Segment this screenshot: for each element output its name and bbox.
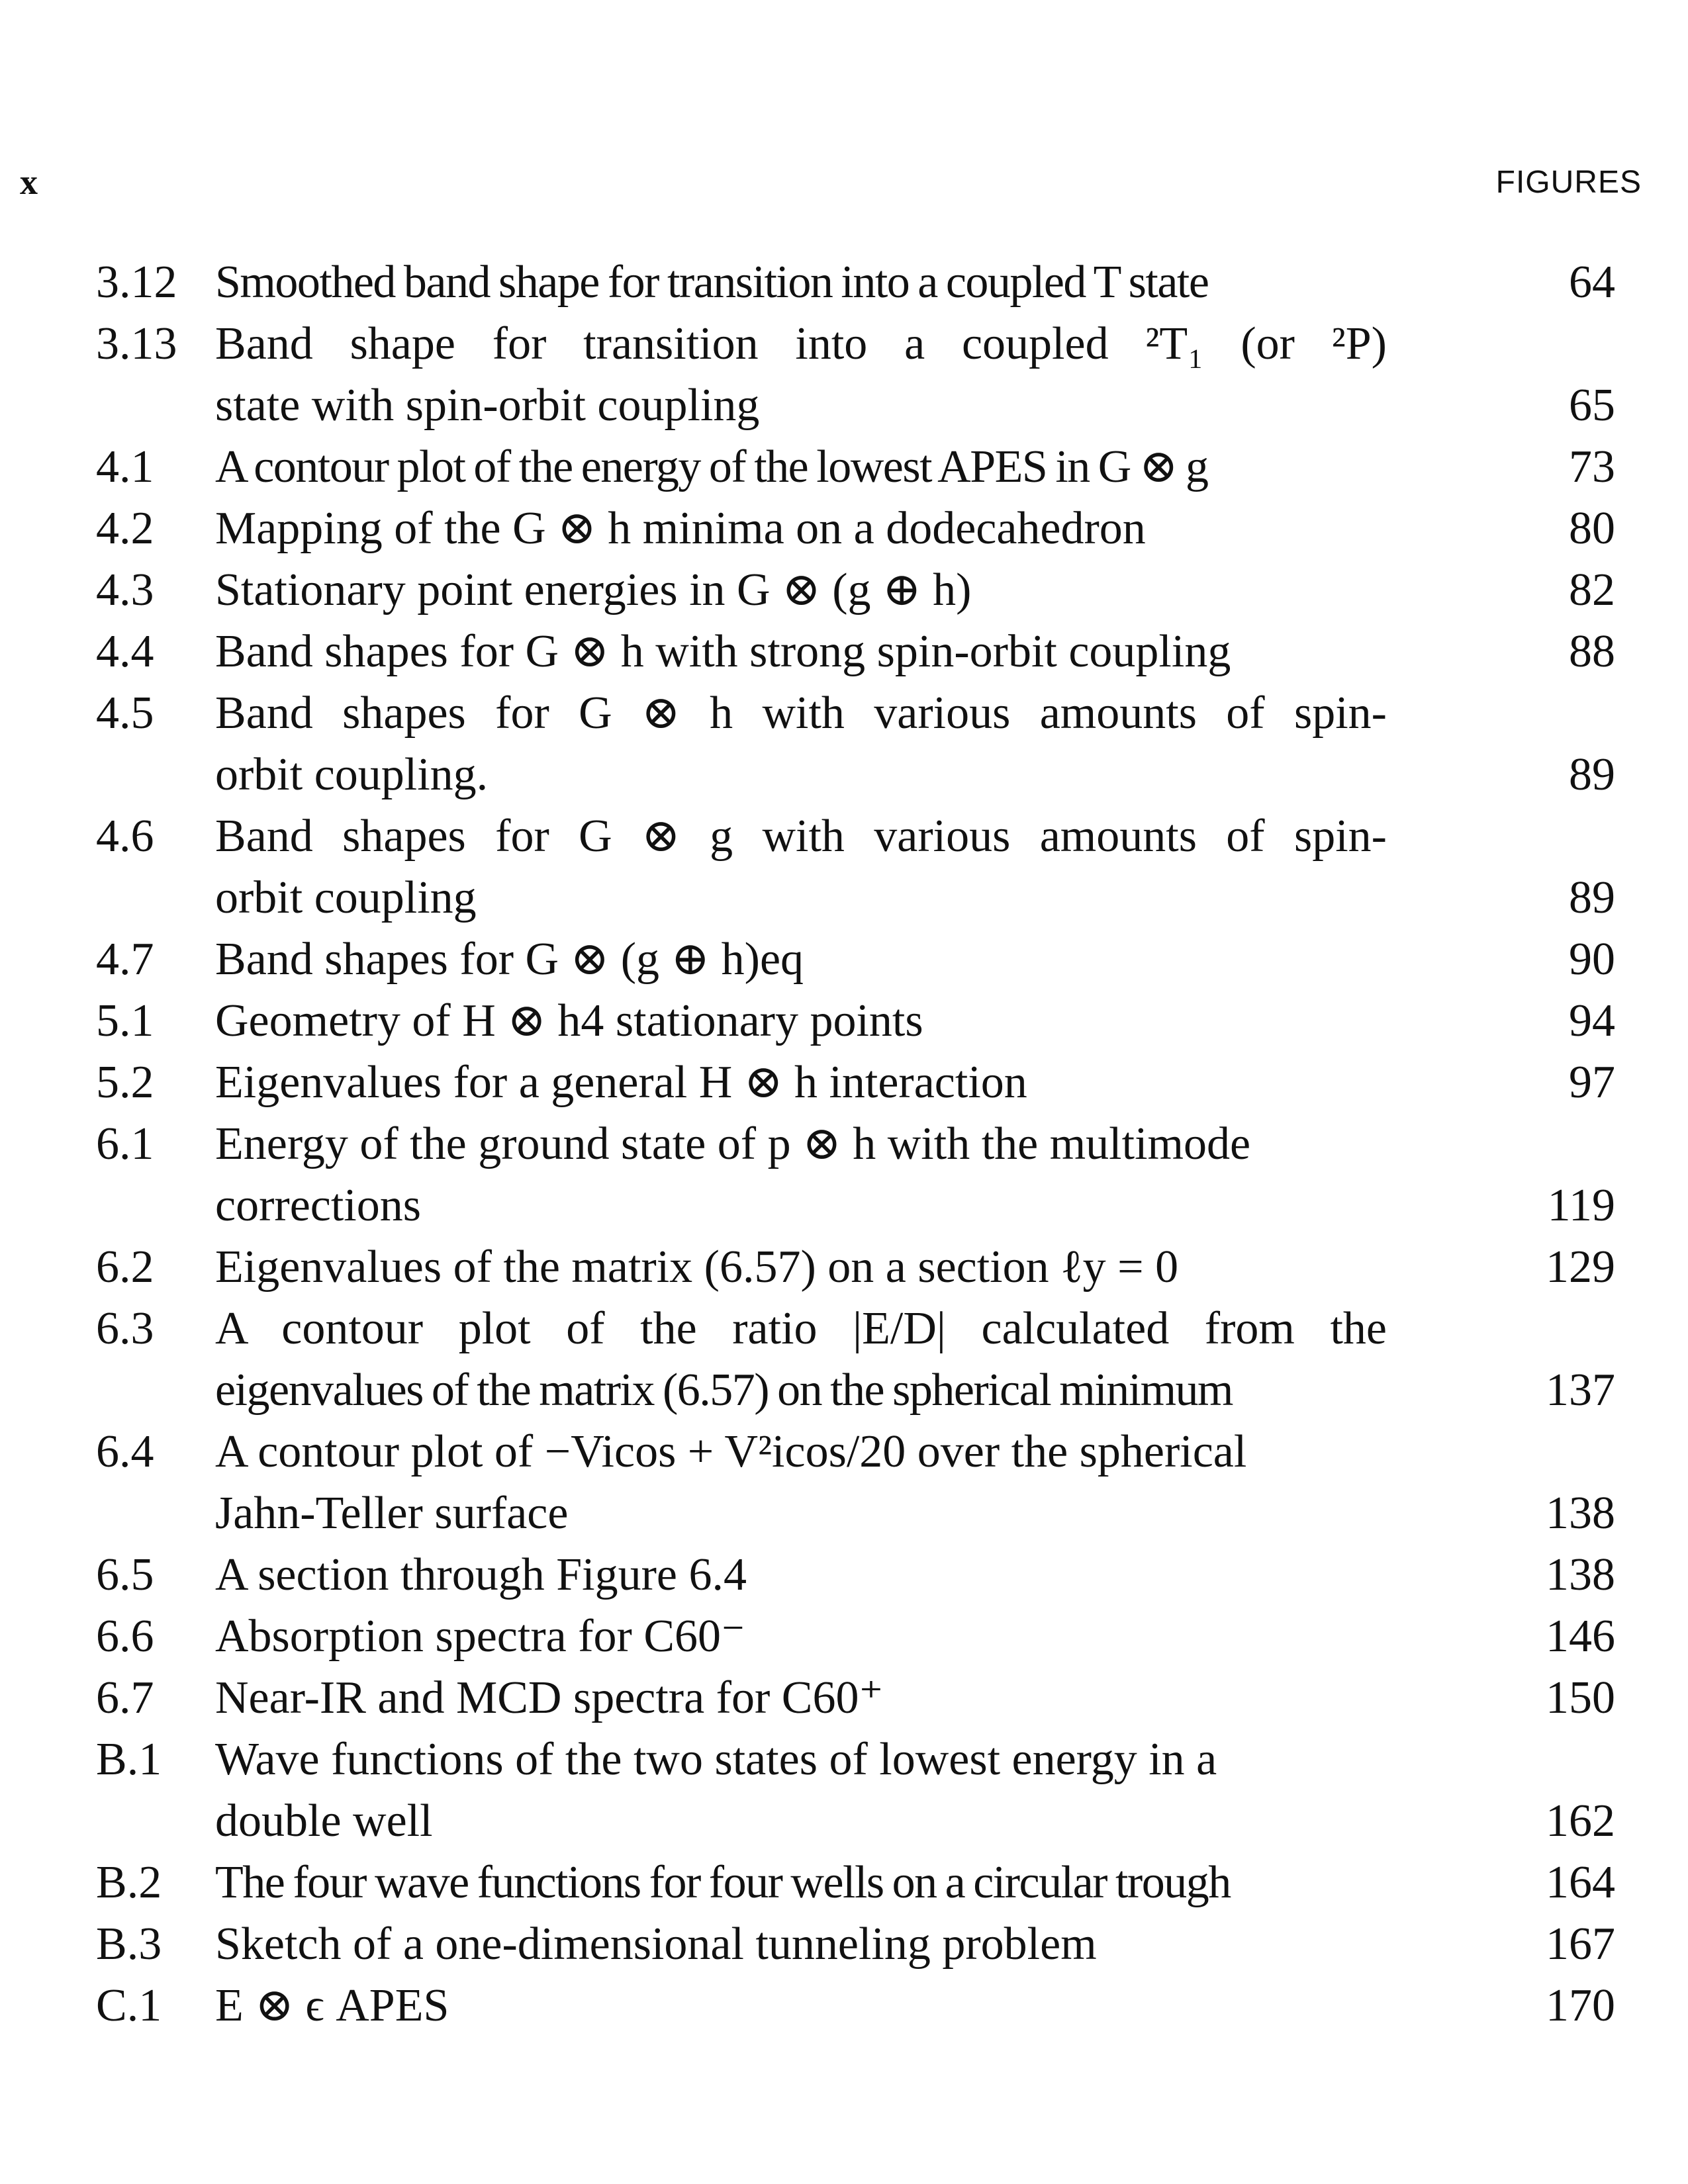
figure-page: 89 — [1569, 749, 1615, 800]
figure-number: 6.7 — [96, 1672, 154, 1723]
list-item-continuation — [0, 375, 1688, 436]
list-item — [0, 1729, 1688, 1790]
figure-page: 137 — [1546, 1365, 1615, 1416]
figure-caption: Jahn-Teller surface — [215, 1488, 569, 1539]
figure-number: C.1 — [96, 1980, 162, 2031]
figure-caption: E ⊗ ϵ APES — [215, 1980, 449, 2031]
list-item — [0, 436, 1688, 498]
figure-caption: Band shapes for G ⊗ h with various amounts of spin- — [215, 688, 1387, 739]
list-item — [0, 1852, 1688, 1913]
figure-caption: A contour plot of the ratio |E/D| calculated from the — [215, 1303, 1387, 1354]
figure-page: 88 — [1569, 626, 1615, 677]
figure-page: 162 — [1546, 1796, 1615, 1846]
list-item — [0, 559, 1688, 621]
list-item — [0, 313, 1688, 375]
figure-page: 138 — [1546, 1549, 1615, 1600]
list-item — [0, 1236, 1688, 1298]
figure-caption: state with spin-orbit coupling — [215, 380, 760, 431]
figure-caption: A contour plot of the energy of the lowest APES in G ⊗ g — [215, 441, 1208, 492]
list-item-continuation — [0, 744, 1688, 805]
figure-caption: Geometry of H ⊗ h4 stationary points — [215, 995, 923, 1046]
figure-number: 4.1 — [96, 441, 154, 492]
list-item — [0, 621, 1688, 682]
running-head — [20, 159, 1642, 205]
figure-page: 150 — [1546, 1672, 1615, 1723]
list-item-continuation — [0, 1790, 1688, 1852]
figure-caption: Smoothed band shape for transition into a coupled T state — [215, 257, 1209, 308]
figure-number: 4.5 — [96, 688, 154, 739]
figure-number: 6.1 — [96, 1118, 154, 1169]
list-item — [0, 1975, 1688, 2036]
figure-page: 97 — [1569, 1057, 1615, 1108]
figure-page: 164 — [1546, 1857, 1615, 1908]
list-item — [0, 1113, 1688, 1175]
figure-page: 64 — [1569, 257, 1615, 308]
figure-number: 6.4 — [96, 1426, 154, 1477]
figure-caption: double well — [215, 1796, 433, 1846]
list-item — [0, 1667, 1688, 1729]
figure-caption: Absorption spectra for C60⁻ — [215, 1611, 745, 1662]
figure-caption: Eigenvalues for a general H ⊗ h interaction — [215, 1057, 1027, 1108]
figure-caption: Stationary point energies in G ⊗ (g ⊕ h) — [215, 565, 972, 615]
figure-number: 3.12 — [96, 257, 177, 308]
figure-caption: Band shapes for G ⊗ h with strong spin-orbit coupling — [215, 626, 1231, 677]
figure-caption: A contour plot of −Vicos + V²icos/20 over the spherical — [215, 1426, 1247, 1477]
list-item-continuation — [0, 1359, 1688, 1421]
figure-caption: A section through Figure 6.4 — [215, 1549, 747, 1600]
figure-page: 138 — [1546, 1488, 1615, 1539]
list-item-continuation — [0, 867, 1688, 929]
running-title: FIGURES — [1495, 165, 1642, 200]
figure-page: 119 — [1547, 1180, 1615, 1231]
list-item-continuation — [0, 1482, 1688, 1544]
figure-caption: Band shapes for G ⊗ g with various amounts of spin- — [215, 811, 1387, 862]
figure-number: 4.7 — [96, 934, 154, 985]
figure-caption: Energy of the ground state of p ⊗ h with the multimode — [215, 1118, 1251, 1169]
figure-number: 4.4 — [96, 626, 154, 677]
figure-number: B.2 — [96, 1857, 162, 1908]
figure-number: 4.3 — [96, 565, 154, 615]
page-number: x — [20, 162, 38, 202]
figure-number: 5.2 — [96, 1057, 154, 1108]
figure-caption: eigenvalues of the matrix (6.57) on the spherical minimum — [215, 1365, 1233, 1416]
figure-caption: Wave functions of the two states of lowest energy in a — [215, 1734, 1217, 1785]
list-item — [0, 1052, 1688, 1113]
figure-page: 129 — [1546, 1242, 1615, 1293]
list-item — [0, 929, 1688, 990]
figure-caption: Band shapes for G ⊗ (g ⊕ h)eq — [215, 934, 804, 985]
figure-page: 65 — [1569, 380, 1615, 431]
figure-page: 146 — [1546, 1611, 1615, 1662]
figure-number: 6.2 — [96, 1242, 154, 1293]
list-item — [0, 1913, 1688, 1975]
figure-page: 167 — [1546, 1919, 1615, 1970]
list-item — [0, 1606, 1688, 1667]
list-item — [0, 1544, 1688, 1606]
list-item — [0, 1298, 1688, 1359]
figure-caption: Near-IR and MCD spectra for C60⁺ — [215, 1672, 884, 1723]
list-item — [0, 1421, 1688, 1482]
list-item — [0, 805, 1688, 867]
figure-caption: Mapping of the G ⊗ h minima on a dodecahedron — [215, 503, 1146, 554]
figure-number: 6.5 — [96, 1549, 154, 1600]
figure-page: 90 — [1569, 934, 1615, 985]
list-item — [0, 990, 1688, 1052]
list-item-continuation — [0, 1175, 1688, 1236]
figure-caption: Band shape for transition into a coupled ²T₁ (or ²P) — [215, 318, 1387, 369]
figure-caption: corrections — [215, 1180, 421, 1231]
figure-number: 6.6 — [96, 1611, 154, 1662]
figure-caption: Sketch of a one-dimensional tunneling problem — [215, 1919, 1097, 1970]
figure-caption: orbit coupling. — [215, 749, 489, 800]
figure-page: 73 — [1569, 441, 1615, 492]
figure-caption: Eigenvalues of the matrix (6.57) on a section ℓy = 0 — [215, 1242, 1179, 1293]
figure-page: 82 — [1569, 565, 1615, 615]
figure-number: B.3 — [96, 1919, 162, 1970]
list-item — [0, 498, 1688, 559]
list-item — [0, 251, 1688, 313]
figure-number: 4.2 — [96, 503, 154, 554]
figure-page: 94 — [1569, 995, 1615, 1046]
figure-number: B.1 — [96, 1734, 162, 1785]
figure-number: 6.3 — [96, 1303, 154, 1354]
figure-caption: The four wave functions for four wells on a circular trough — [215, 1857, 1231, 1908]
figure-page: 80 — [1569, 503, 1615, 554]
list-of-figures — [0, 251, 1688, 2036]
figure-page: 89 — [1569, 872, 1615, 923]
figure-page: 170 — [1546, 1980, 1615, 2031]
figure-number: 4.6 — [96, 811, 154, 862]
figure-number: 3.13 — [96, 318, 177, 369]
figure-number: 5.1 — [96, 995, 154, 1046]
figure-caption: orbit coupling — [215, 872, 477, 923]
list-item — [0, 682, 1688, 744]
